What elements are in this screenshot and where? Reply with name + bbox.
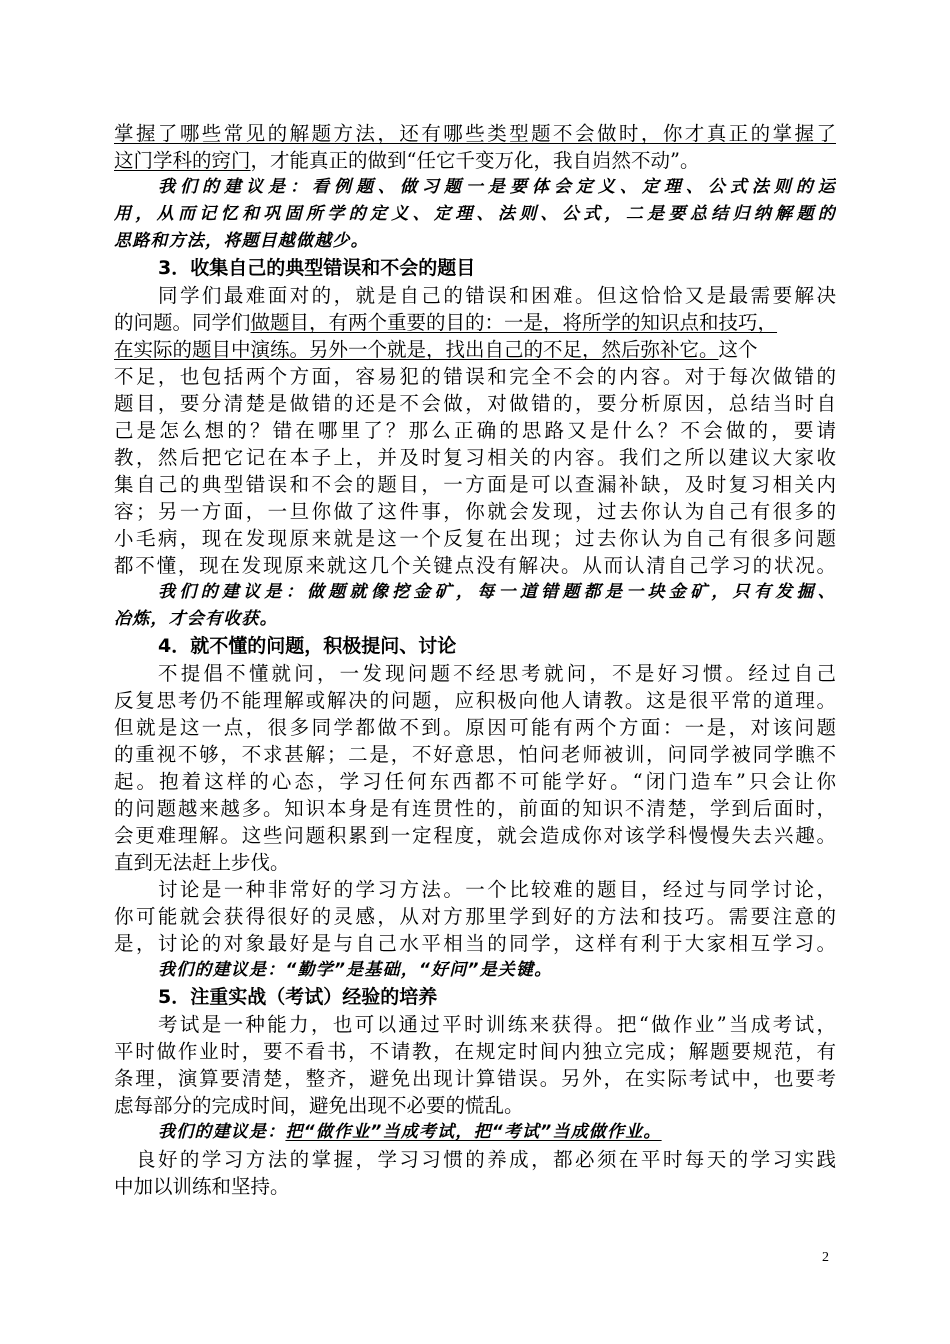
closing-line-1: 良好的学习方法的掌握，学习习惯的养成，都必须在平时每天的学习实践 [136, 1148, 836, 1171]
section-4-line-1: 不提倡不懂就问，一发现问题不经思考就问，不是好习惯。经过自己 [158, 662, 836, 685]
suggestion-2-line-3: 思路和方法，将题目越做越少。 [114, 231, 369, 251]
section-3-line-10: 小毛病，现在发现原来就是这一个反复在出现；过去你认为自己有很多问题 [114, 527, 836, 550]
section-5-line-1: 考试是一种能力，也可以通过平时训练来获得。把“做作业”当成考试， [158, 1013, 836, 1036]
intro-line-2 [114, 147, 836, 174]
suggestion-2-line-2: 用，从而记忆和巩固所学的定义、定理、法则、公式，二是要总结归纳解题的 [114, 204, 836, 224]
section-3-underlined-b: 在实际的题目中演练。另外一个就是，找出自己的不足，然后弥补它。 [114, 338, 719, 361]
section-5-line-3: 条理，演算要清楚，整齐，避免出现计算错误。另外，在实际考试中，也要考 [114, 1067, 836, 1090]
suggestion-4: 我们的建议是：“勤学”是基础，“好问”是关键。 [158, 960, 553, 980]
section-3-line-6: 己是怎么想的？错在哪里了？那么正确的思路又是什么？不会做的，要请 [114, 419, 836, 442]
section-4-line-4: 的重视不够，不求甚解；二是，不好意思，怕问老师被训，问同学被同学瞧不 [114, 743, 836, 766]
section-4-line-8: 直到无法赶上步伐。 [114, 851, 290, 874]
page-body [114, 120, 836, 1200]
section-3-line-1: 同学们最难面对的，就是自己的错误和困难。但这恰恰又是最需要解决 [158, 284, 836, 307]
section-5-line-2: 平时做作业时，要不看书，不请教，在规定时间内独立完成；解题要规范，有 [114, 1040, 836, 1063]
section-3-line-9: 容；另一方面，一旦你做了这件事，你就会发现，过去你认为自己有很多的 [114, 500, 836, 523]
section-3-heading: 3．收集自己的典型错误和不会的题目 [158, 257, 476, 279]
section-3-line-5: 题目，要分清楚是做错的还是不会做，对做错的，要分析原因，总结当时自 [114, 392, 836, 415]
suggestion-3-line-2: 冶炼，才会有收获。 [114, 609, 278, 629]
section-3-line-8: 集自己的典型错误和不会的题目，一方面是可以查漏补缺，及时复习相关内 [114, 473, 836, 496]
section-5-line-4: 虑每部分的完成时间，避免出现不必要的慌乱。 [114, 1094, 524, 1117]
closing-line-2: 中加以训练和坚持。 [114, 1175, 290, 1198]
intro-line-1: 掌握了哪些常见的解题方法，还有哪些类型题不会做时，你才真正的掌握了 [114, 122, 836, 145]
suggestion-3-line-1: 我们的建议是：做题就像挖金矿，每一道错题都是一块金矿，只有发掘、 [158, 582, 836, 602]
section-3-line-3-end: 这个 [718, 338, 758, 361]
section-3-line-11: 都不懂，现在发现原来就这几个关键点没有解决。从而认清自己学习的状况。 [114, 554, 836, 577]
section-5-heading: 5．注重实战（考试）经验的培养 [158, 986, 438, 1008]
section-3-line-2-start: 的问题。同学们 [114, 311, 251, 334]
suggestion-5-prefix: 我们的建议是： [158, 1122, 286, 1142]
section-4-line-6: 的问题越来越多。知识本身是有连贯性的，前面的知识不清楚，学到后面时， [114, 797, 836, 820]
suggestion-2-line-1: 我们的建议是：看例题、做习题一是要体会定义、定理、公式法则的运 [158, 177, 836, 197]
suggestion-5-underlined: 把“做作业”当成考试，把“考试”当成做作业。 [285, 1122, 662, 1142]
section-3-line-3 [114, 336, 836, 363]
section-3-line-4: 不足，也包括两个方面，容易犯的错误和完全不会的内容。对于每次做错的 [114, 365, 836, 388]
section-4-line-5: 起。抱着这样的心态，学习任何东西都不可能学好。“闭门造车”只会让你 [114, 770, 836, 793]
section-4-line-7: 会更难理解。这些问题积累到一定程度，就会造成你对该学科慢慢失去兴趣。 [114, 824, 836, 847]
section-4-line-10: 你可能就会获得很好的灵感，从对方那里学到好的方法和技巧。需要注意的 [114, 905, 836, 928]
section-4-line-3: 但就是这一点，很多同学都做不到。原因可能有两个方面：一是，对该问题 [114, 716, 836, 739]
intro-underlined-phrase: 这门学科的窍门 [114, 149, 251, 172]
intro-line-2-rest: ，才能真正的做到“任它千变万化，我自岿然不动”。 [250, 149, 700, 172]
section-4-heading: 4．就不懂的问题，积极提问、讨论 [158, 635, 457, 657]
section-3-line-7: 教，然后把它记在本子上，并及时复习相关的内容。我们之所以建议大家收 [114, 446, 836, 469]
section-3-underlined-a: 做题目，有两个重要的目的：一是，将所学的知识点和技巧， [250, 311, 778, 334]
section-4-line-2: 反复思考仍不能理解或解决的问题，应积极向他人请教。这是很平常的道理。 [114, 689, 836, 712]
section-4-line-11: 是，讨论的对象最好是与自己水平相当的同学，这样有利于大家相互学习。 [114, 932, 836, 955]
section-3-line-2 [114, 309, 836, 336]
page-number: 2 [822, 1250, 829, 1265]
suggestion-5 [114, 1119, 836, 1146]
section-4-line-9: 讨论是一种非常好的学习方法。一个比较难的题目，经过与同学讨论， [158, 878, 836, 901]
